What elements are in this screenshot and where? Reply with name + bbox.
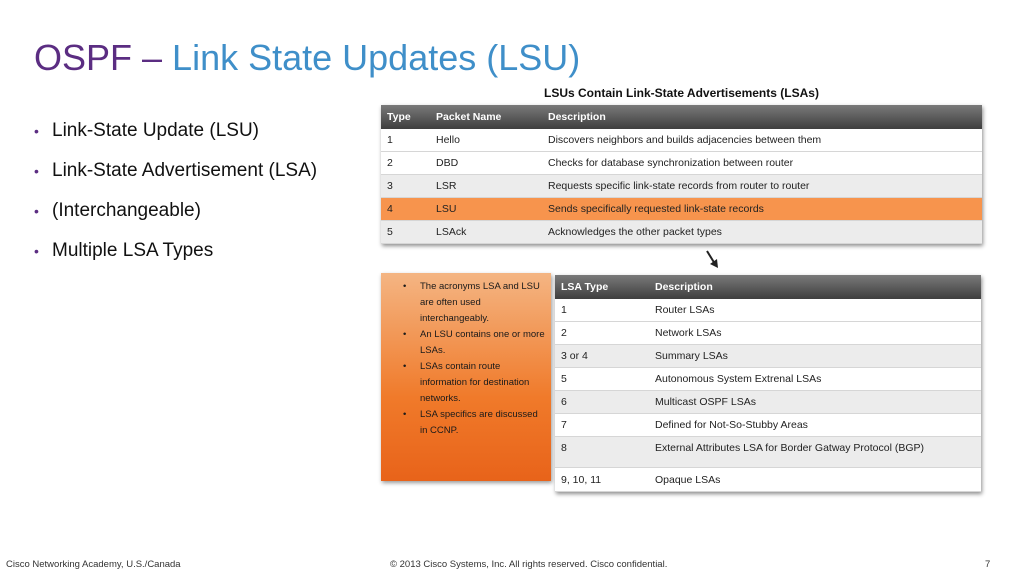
cell-description: Checks for database synchronization between router xyxy=(548,157,794,169)
header-description: Description xyxy=(655,281,713,293)
lsa-type-table xyxy=(555,275,981,492)
table-row xyxy=(555,468,981,492)
cell-lsa-type: 9, 10, 11 xyxy=(561,473,602,486)
page-number: 7 xyxy=(985,559,991,570)
bullet-text: Multiple LSA Types xyxy=(52,240,214,261)
table-row xyxy=(555,299,981,322)
cell-lsa-type: 2 xyxy=(561,327,567,339)
cell-packet-name: Hello xyxy=(436,134,460,146)
table-row xyxy=(381,175,982,198)
note-item: • LSA specifics are discussed in CCNP. xyxy=(403,407,545,439)
cell-type: 4 xyxy=(387,203,393,215)
cell-type: 3 xyxy=(387,180,393,192)
cell-packet-name: LSAck xyxy=(436,226,467,238)
packet-type-table xyxy=(381,105,982,244)
cell-description: Multicast OSPF LSAs xyxy=(655,396,756,408)
cell-lsa-type: 5 xyxy=(561,373,567,385)
table-row xyxy=(555,368,981,391)
table-row xyxy=(555,322,981,345)
bullet-item xyxy=(34,238,317,278)
cell-lsa-type: 8 xyxy=(561,442,567,454)
cell-description: Router LSAs xyxy=(655,304,715,316)
bullet-dot-icon: • xyxy=(34,203,39,219)
cell-type: 5 xyxy=(387,226,393,238)
footer-copyright: © 2013 Cisco Systems, Inc. All rights reserved. Cisco confidential. xyxy=(390,559,668,570)
table-row xyxy=(555,414,981,437)
note-item: • An LSU contains one or more LSAs. xyxy=(403,327,545,359)
header-lsa-type: LSA Type xyxy=(561,281,609,293)
cell-description: Sends specifically requested link-state records xyxy=(548,203,764,215)
footer-academy: Cisco Networking Academy, U.S./Canada xyxy=(6,559,181,570)
header-packet-name: Packet Name xyxy=(436,111,502,123)
table-row-highlighted xyxy=(381,198,982,221)
bullet-dot-icon: • xyxy=(34,243,39,259)
note-item: • The acronyms LSA and LSU are often used interchangeably. xyxy=(403,279,545,327)
bullet-item xyxy=(34,158,317,198)
cell-packet-name: DBD xyxy=(436,157,459,169)
cell-type: 1 xyxy=(387,134,393,146)
bullet-item xyxy=(34,198,317,238)
table-row xyxy=(555,345,981,368)
cell-lsa-type: 6 xyxy=(561,396,567,408)
bullet-list xyxy=(34,118,317,278)
cell-lsa-type: 3 or 4 xyxy=(561,350,588,362)
cell-lsa-type: 1 xyxy=(561,304,567,316)
down-arrow-icon xyxy=(704,250,720,270)
packet-table-caption: LSUs Contain Link-State Advertisements (LSAs) xyxy=(544,86,819,100)
cell-description: Autonomous System Extrenal LSAs xyxy=(655,373,822,385)
header-type: Type xyxy=(387,111,411,123)
table-header xyxy=(555,275,981,299)
table-row xyxy=(381,129,982,152)
bullet-item xyxy=(34,118,317,158)
cell-description: Acknowledges the other packet types xyxy=(548,226,722,238)
bullet-text: Link-State Advertisement (LSA) xyxy=(52,160,318,181)
cell-description: Requests specific link-state records from router to router xyxy=(548,180,810,192)
header-description: Description xyxy=(548,111,606,123)
page-title xyxy=(34,36,580,80)
bullet-dot-icon: • xyxy=(34,123,39,139)
cell-description: External Attributes LSA for Border Gatway Protocol (BGP) xyxy=(655,442,925,454)
cell-description: Discovers neighbors and builds adjacencies between them xyxy=(548,134,822,146)
cell-lsa-type: 7 xyxy=(561,419,567,431)
cell-packet-name: LSR xyxy=(436,180,457,192)
title-prefix: OSPF – xyxy=(34,37,173,78)
table-row xyxy=(381,152,982,175)
cell-packet-name: LSU xyxy=(436,203,457,215)
table-header xyxy=(381,105,982,129)
cell-type: 2 xyxy=(387,157,393,169)
bullet-text: Link-State Update (LSU) xyxy=(52,120,259,141)
table-row xyxy=(381,221,982,244)
title-main: Link State Updates (LSU) xyxy=(172,37,581,78)
bullet-dot-icon: • xyxy=(34,163,39,179)
table-row xyxy=(555,437,981,468)
note-callout xyxy=(381,273,551,481)
note-item: • LSAs contain route information for destination networks. xyxy=(403,359,545,407)
cell-description: Opaque LSAs xyxy=(655,473,721,486)
table-row xyxy=(555,391,981,414)
cell-description: Summary LSAs xyxy=(655,350,728,362)
cell-description: Defined for Not-So-Stubby Areas xyxy=(655,419,808,431)
cell-description: Network LSAs xyxy=(655,327,722,339)
bullet-text: (Interchangeable) xyxy=(52,200,201,221)
